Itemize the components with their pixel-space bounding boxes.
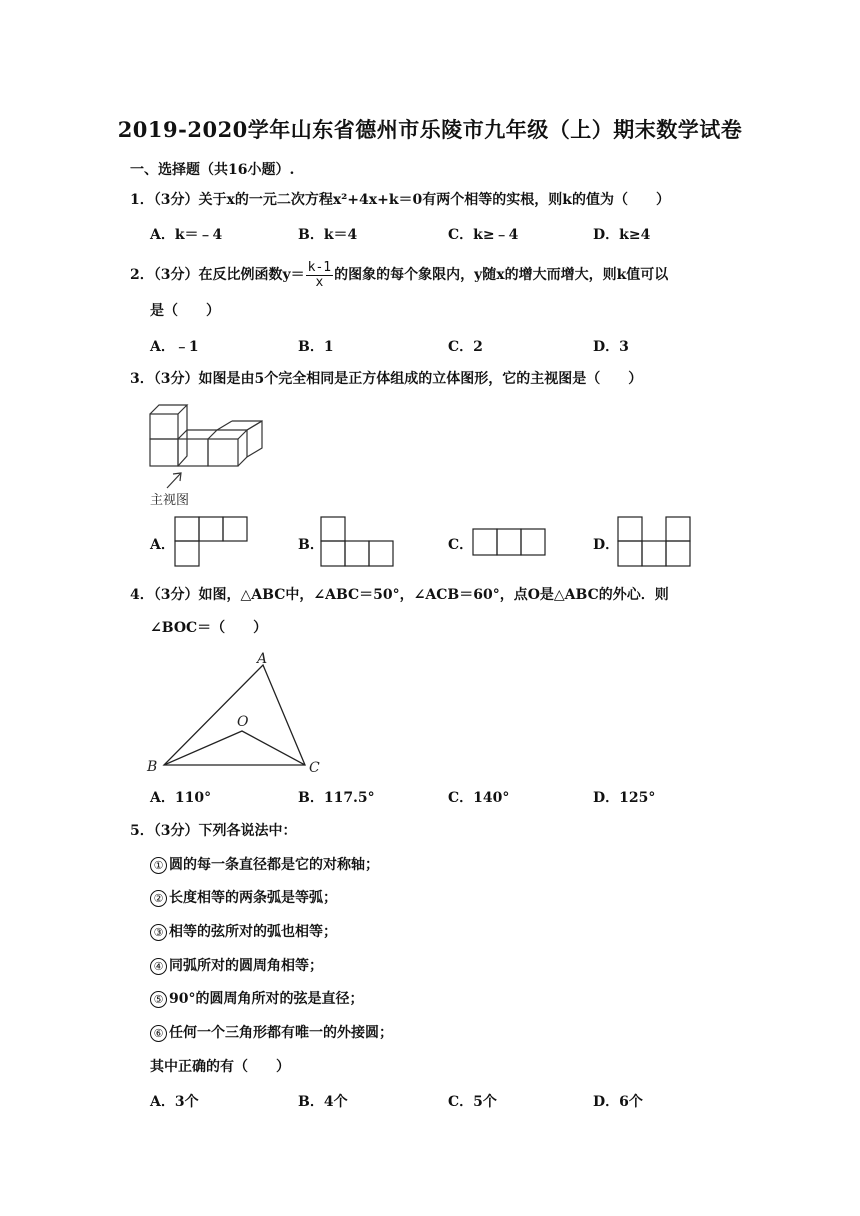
question-2-stem-before: 2．（3分）在反比例函数y＝ xyxy=(130,267,305,283)
vertex-b-label: B xyxy=(147,759,158,775)
question-4-stem-line2: ∠BOC＝（ ） xyxy=(150,620,268,636)
question-3-option-a[interactable]: A． xyxy=(150,537,175,553)
question-5-stem: 5．（3分）下列各说法中： xyxy=(130,823,297,839)
statement-number: ① xyxy=(150,857,167,874)
vertex-a-label: A xyxy=(257,651,268,667)
statement-text: 90°的圆周角所对的弦是直径； xyxy=(169,991,364,1007)
statement-item xyxy=(150,956,323,976)
statement-number: ⑤ xyxy=(150,991,167,1008)
statement-number: ② xyxy=(150,890,167,907)
statement-item xyxy=(150,855,379,875)
question-3-option-d[interactable]: D． xyxy=(593,537,620,553)
statement-number: ③ xyxy=(150,924,167,941)
question-2-option-a[interactable]: A．﹣1 xyxy=(150,339,199,355)
fraction-numerator: k-1 xyxy=(307,259,332,275)
main-view-label: 主视图 xyxy=(150,492,190,507)
statement-text: 相等的弦所对的弧也相等； xyxy=(169,924,337,940)
question-5-option-d[interactable]: D．6个 xyxy=(593,1094,643,1110)
question-2-option-b[interactable]: B．1 xyxy=(298,339,334,355)
question-2-stem-line2: 是（ ） xyxy=(150,303,220,319)
question-3-option-b[interactable]: B． xyxy=(298,537,324,553)
cube-stack-figure xyxy=(145,400,275,510)
question-1-option-d[interactable]: D．k≥4 xyxy=(593,227,651,243)
question-5-conclusion: 其中正确的有（ ） xyxy=(150,1059,290,1075)
statement-text: 任何一个三角形都有唯一的外接圆； xyxy=(169,1025,393,1041)
question-3-stem: 3．（3分）如图是由5个完全相同是正方体组成的立体图形，它的主视图是（ ） xyxy=(130,371,643,387)
option-a-view-figure[interactable] xyxy=(173,515,251,570)
question-1-option-a[interactable]: A．k＝﹣4 xyxy=(150,227,223,243)
statement-item xyxy=(150,1023,393,1043)
question-5-option-b[interactable]: B．4个 xyxy=(298,1094,348,1110)
statement-number: ⑥ xyxy=(150,1025,167,1042)
statement-text: 长度相等的两条弧是等弧； xyxy=(169,890,337,906)
page-title: 2019-2020学年山东省德州市乐陵市九年级（上）期末数学试卷 xyxy=(117,117,743,142)
question-3-option-c[interactable]: C． xyxy=(448,537,474,553)
question-4-option-d[interactable]: D．125° xyxy=(593,790,656,806)
section-heading: 一、选择题（共16小题）. xyxy=(130,162,295,178)
triangle-circumcenter-figure xyxy=(145,648,330,776)
question-1-stem: 1．（3分）关于x的一元二次方程x²+4x+k＝0有两个相等的实根，则k的值为（ ） xyxy=(130,192,670,208)
question-1-option-b[interactable]: B．k＝4 xyxy=(298,227,358,243)
question-2-option-d[interactable]: D．3 xyxy=(593,339,629,355)
statement-item xyxy=(150,888,337,908)
fraction xyxy=(306,261,333,290)
circumcenter-o-label: O xyxy=(237,714,249,730)
fraction-denominator: x xyxy=(315,274,324,290)
question-2-stem-after: 的图象的每个象限内，y随x的增大而增大，则k值可以 xyxy=(334,267,669,283)
option-d-view-figure[interactable] xyxy=(616,515,694,570)
question-4-stem: 4．（3分）如图，△ABC中，∠ABC＝50°，∠ACB＝60°，点O是△ABC的外心．则 xyxy=(130,587,669,603)
option-c-view-figure[interactable] xyxy=(471,527,549,559)
question-4-option-b[interactable]: B．117.5° xyxy=(298,790,375,806)
statement-text: 同弧所对的圆周角相等； xyxy=(169,958,323,974)
statement-text: 圆的每一条直径都是它的对称轴； xyxy=(169,857,379,873)
option-b-view-figure[interactable] xyxy=(319,515,397,570)
statement-item xyxy=(150,989,363,1009)
question-1-option-c[interactable]: C．k≥﹣4 xyxy=(448,227,519,243)
question-4-option-c[interactable]: C．140° xyxy=(448,790,510,806)
question-5-option-a[interactable]: A．3个 xyxy=(150,1094,199,1110)
question-2-stem xyxy=(130,260,668,290)
statement-number: ④ xyxy=(150,958,167,975)
question-2-option-c[interactable]: C．2 xyxy=(448,339,483,355)
question-5-option-c[interactable]: C．5个 xyxy=(448,1094,497,1110)
vertex-c-label: C xyxy=(309,760,320,776)
statement-item xyxy=(150,922,337,942)
question-4-option-a[interactable]: A．110° xyxy=(150,790,212,806)
